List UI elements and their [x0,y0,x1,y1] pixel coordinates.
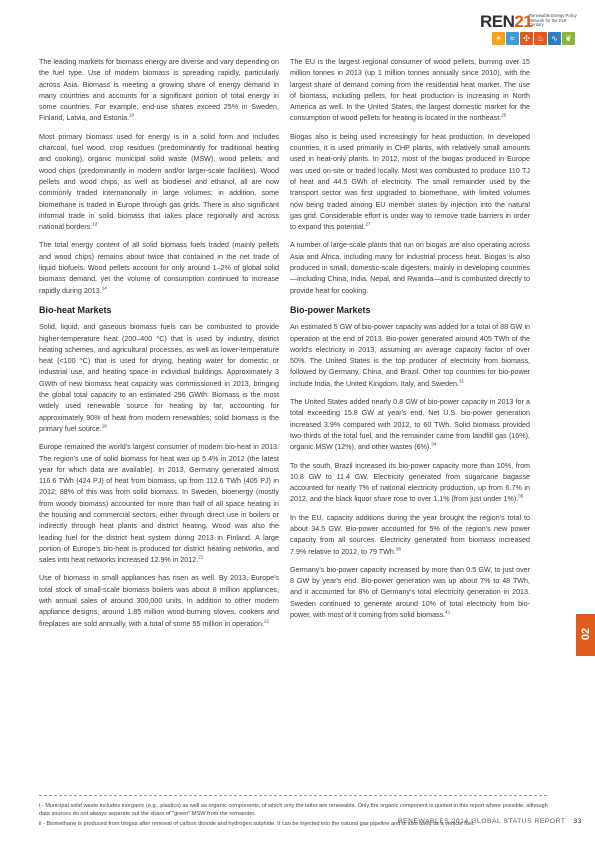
chapter-tab [576,614,595,656]
report-title: RENEWABLES 2014 GLOBAL STATUS REPORT [397,818,566,825]
paragraph: The total energy content of all solid biomass fuels traded (mainly pellets and wood chips) remains about twice that contained in the net trade of liquid biofuels. Wood pellets account for only around 1–2% of global solid biomass demand, yet the volume of consumption continued to increase rapidly during 2013.14 [39,241,279,295]
paragraph: In the EU, capacity additions during the year brought the region's total to about 34.5 GW. Bio-power accounted for 5% of the region's new power capacity from all sources. Electricity generated from biomass increased 7.9% relative to 2012, to 79 TWh.$^{38}$ [290,513,530,556]
sun-icon: ☀ [492,32,505,45]
biomass-icon: ♨ [534,32,547,45]
paragraph: The United States added nearly 0.8 GW of bio-power capacity in 2013 for a total exceeding 15.8 GW at year's end. Net U.S. bio-power generation increased 3.9% compared with 2012, to 60 TWh. Solid biomass provided two-thirds of the total fuel, and the remainder came from landfill gas (16%), organic MSW (12%), and other wastes (6%).$^{34}$ [290,398,530,452]
paragraph: Most primary biomass used for energy is in a solid form and includes charcoal, fuel wood, crop residues (predominantly for traditional heating and cooking), organic municipal solid waste (MSW), wood pellets, and wood chips (predominantly in modern and/or larger-scale facilities). Wood pellets and wood chips, as well as biodiesel and ethanol, all are now commonly traded internationally in large volumes; in addition, some biomethane is traded in Europe through gas grids. There is also significant informal trade in solid biomass that takes place regionally and across national borders.$^{12}$ [39,132,279,232]
paragraph: Solid, liquid, and gaseous biomass fuels can be combusted to provide higher-temperature heat (200–400 °C) that is used by industry, district heating schemes, and agricultural processes, as well as lower-temperature heat (<100 °C) that is used for drying, heating water for domestic or industrial use, and heating space in individual buildings. Approximately 3 GWth of new biomass heat capacity was commissioned in 2013, bringing the global total capacity to an estimated 296 GWth. Biomass is the most widely used renewable source for heating by far, accounting for approximately 90% of heat from modern renewables; solid biomass is the primary fuel source.$^{16}$ [39,323,279,433]
footnote-divider [39,795,547,796]
paragraph: A number of large-scale plants that run on biogas are also operating across Asia and Africa, including many for industrial process heat. Biogas is also produced in small, domestic-scale digesters, mainly in developing countries—including China, India, Nepal, and Rwanda—and is combusted directly to provide heat for cooking. [290,241,530,295]
page-number: 33 [573,818,582,825]
wind-icon: ✣ [520,32,533,45]
section-heading-bio-power: Bio-power Markets [290,304,371,315]
paragraph: The leading markets for biomass energy are diverse and vary depending on the fuel type. Use of modern biomass is spreading rapidly, particularly across Asia. Biomass is meeting a growing share of energy demand in many countries and accounts for a significant portion of total energy in some countries. For example, end-use shares exceed 25% in Sweden, Finland, Latvia, and Estonia.$^{10}$ [39,58,279,123]
footnote-i: i - Municipal solid waste includes inorganic (e.g., plastics) as well as organic components, of which only the latter are renewable. Only the organic component is quoted in this report where possible, although data sources do not always separate out the share of "green" MSW from the remainder. [39,803,548,817]
paragraph: To the south, Brazil increased its bio-power capacity more than 10%, from 10.8 GW to 11.4 GW. Electricity generated from sugarcane bagasse accounted for nearly 7% of national electricity production, up from 6.7% in 2012, and the black liquor share rose to over 1.1% (from just under 1%).$^{35}$ [290,461,530,504]
paragraph: Europe remained the world's largest consumer of modern bio-heat in 2013. The region's use of solid biomass for heat was up 5.4% in 2012 (the latest year for which data are available). In 2013, Germany generated almost 116.6 TWh (424 PJ) of heat from biomass, up from 112.6 TWh (405 PJ) in 2012; 88% of this was from solid biomass. In Sweden, bioenergy (mostly from woody biomass) accounted for more than half of all space heating in the housing and commercial sectors, either through direct use in boilers or indirectly through heat plants and district heating. Wood was also the leading fuel for the district heat system during 2013 in Finland. A large portion of Europe's bio-heat is produced for district heating networks, and sales into heat networks increased 12.9% in 2012.21 [39,443,279,565]
paragraph: Biogas also is being used increasingly for heat production. In developed countries, it is used primarily in CHP plants, with relatively small amounts used in heat-only plants. In 2012, most of the biogas produced in Europe was used on-site or traded locally. Most was combusted to produce 110 TJ of heat and 44.5 GWh of electricity. The small remainder used by the transport sector was first upgraded to biomethane, with limited volumes now being traded among EU member states by injection into the natural gas grid. Considerable effort is under way to remove trade barriers in order to expand this potential.$^{27}$ [290,132,530,232]
paragraph: An estimated 5 GW of bio-power capacity was added for a total of 88 GW in operation at the end of 2013. Bio-power generated around 405 TWh of the world's electricity in 2013, assuming an average capacity factor of over 50%. The United States is the top producer of electricity from biomass, followed by Germany, China, and Brazil. Other top countries for bio-power include India, the United Kingdom, Italy, and Sweden.$^{31}$ [290,323,530,388]
page-footer [380,818,582,825]
logo-wordmark: REN21 [480,12,533,31]
right-column [290,57,530,628]
footnote-ii: ii - Biomethane is produced from biogas after removal of carbon dioxide and hydrogen sulphide. It can be injected into the natural gas pipeline and is also used as a vehicle fuel. [39,821,475,828]
geothermal-icon: ∿ [548,32,561,45]
section-heading-bio-heat: Bio-heat Markets [39,304,112,315]
chapter-number: 02 [580,627,592,641]
logo-icon-row [492,32,575,45]
left-column [39,57,279,637]
ren21-logo [480,12,576,48]
paragraph: Use of biomass in small appliances has risen as well. By 2013, Europe's total stock of small-scale biomass boilers was about 8 million appliances, with annual sales of around 300,000 units. In addition to other modern appliance designs, around 1.85 million wood-burning stoves, cookers and fireplaces are sold annually, with a total of some 55 million in operation.$^{22}$ [39,574,279,628]
water-icon: ≈ [506,32,519,45]
leaf-icon: ❦ [562,32,575,45]
paragraph: The EU is the largest regional consumer of wood pellets, burning over 15 million tonnes in 2013 (up 1 million tonnes annually since 2010), with the largest share of demand coming from the residential heat market. The use of biomass, including pellets, for heat production is increasing in North America as well. In the United States, the largest domestic market for the consumption of wood pellets for heating is located in the northeast.$^{25}$ [290,58,530,123]
logo-tagline: Renewable Energy Policy Network for the 21st Century [529,13,577,28]
paragraph: Germany's bio-power capacity increased by more than 0.5 GW, to just over 8 GW by year's end. Bio-power generation was up about 7% to 48 TWh, and it accounted for 8% of Germany's total electricity generation in 2013. Sweden continued to generate around 10% of total electricity from bio-power, with most of it coming from solid biomass.$^{41}$ [290,565,530,620]
